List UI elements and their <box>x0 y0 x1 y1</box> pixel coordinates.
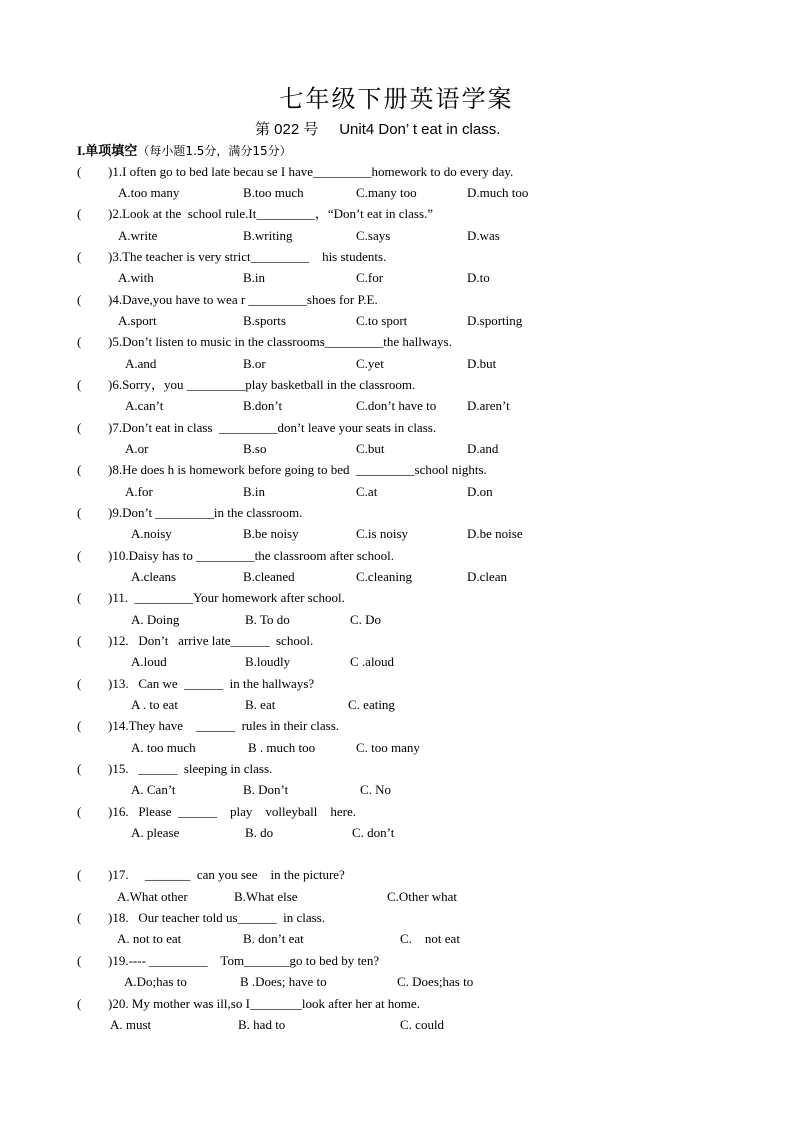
answer-option: C.says <box>356 228 391 243</box>
answer-option: B.or <box>243 356 266 371</box>
answer-option: A. must <box>110 1017 152 1032</box>
answer-option: C.cleaning <box>356 569 412 584</box>
answer-option: A.can’t <box>125 398 164 413</box>
answer-option: D.clean <box>467 569 508 584</box>
answer-option: B . much too <box>248 740 316 755</box>
answer-option: A.or <box>125 441 149 456</box>
answer-bracket: ( <box>77 676 82 691</box>
question-stem: )11. _________Your homework after school. <box>108 590 345 605</box>
answer-option: C.many too <box>356 185 417 200</box>
answer-bracket: ( <box>77 505 82 520</box>
question-stem: )7.Don’t eat in class _________don’t leave your seats in class. <box>108 420 437 435</box>
answer-bracket: ( <box>77 420 82 435</box>
answer-bracket: ( <box>77 206 82 221</box>
question-stem: )12. Don’t arrive late______ school. <box>108 633 314 648</box>
answer-option: C. No <box>360 782 392 797</box>
question-stem: )2.Look at the school rule.It_________，“Don’t eat in class.” <box>108 206 434 221</box>
answer-option: A.and <box>125 356 157 371</box>
answer-option: A. not to eat <box>117 931 182 946</box>
answer-option: C. eating <box>348 697 395 712</box>
answer-option: B.too much <box>243 185 304 200</box>
answer-option: C. not eat <box>400 931 460 946</box>
section-label: I.单项填空 <box>77 143 138 158</box>
answer-option: B.cleaned <box>243 569 295 584</box>
answer-option: D.aren’t <box>467 398 510 413</box>
answer-option: B. don’t eat <box>243 931 304 946</box>
question-stem: )14.They have ______ rules in their class. <box>108 718 340 733</box>
answer-bracket: ( <box>77 249 82 264</box>
answer-option: B .Does; have to <box>240 974 327 989</box>
answer-option: A.for <box>125 484 153 499</box>
answer-option: C.at <box>356 484 378 499</box>
answer-option: A. please <box>131 825 180 840</box>
answer-option: C .aloud <box>350 654 395 669</box>
question-stem: )10.Daisy has to _________the classroom after school. <box>108 548 394 563</box>
answer-option: B.so <box>243 441 267 456</box>
section-note: （每小题1.5分，满分15分） <box>137 144 292 158</box>
answer-option: A.cleans <box>131 569 177 584</box>
question-stem: )9.Don’t _________in the classroom. <box>108 505 303 520</box>
answer-option: B. Don’t <box>243 782 289 797</box>
answer-option: A.loud <box>131 654 167 669</box>
question-stem: )18. Our teacher told us______ in class. <box>108 910 325 925</box>
answer-option: C. could <box>400 1017 445 1032</box>
answer-option: C. too many <box>356 740 420 755</box>
answer-bracket: ( <box>77 718 82 733</box>
answer-option: A.noisy <box>131 526 172 541</box>
answer-option: D.and <box>467 441 499 456</box>
answer-option: B.in <box>243 484 266 499</box>
answer-option: B.in <box>243 270 266 285</box>
answer-option: C.Other what <box>387 889 458 904</box>
answer-option: A. Doing <box>131 612 180 627</box>
question-stem: )1.I often go to bed late becau se I have_________homework to do every day. <box>108 164 514 179</box>
answer-option: A . to eat <box>131 697 178 712</box>
answer-bracket: ( <box>77 590 82 605</box>
answer-option: A. Can’t <box>131 782 176 797</box>
answer-bracket: ( <box>77 462 82 477</box>
answer-bracket: ( <box>77 164 82 179</box>
answer-option: D.be noise <box>467 526 523 541</box>
answer-option: A.Do;has to <box>124 974 187 989</box>
answer-option: B.sports <box>243 313 286 328</box>
question-stem: )15. ______ sleeping in class. <box>108 761 273 776</box>
answer-option: C.don’t have to <box>356 398 437 413</box>
answer-option: C.to sport <box>356 313 408 328</box>
answer-option: C.but <box>356 441 385 456</box>
answer-option: A.What other <box>117 889 188 904</box>
answer-option: D.but <box>467 356 497 371</box>
question-stem: )19.---- _________ Tom_______go to bed by ten? <box>108 953 380 968</box>
answer-option: A.write <box>118 228 158 243</box>
question-stem: )5.Don’t listen to music in the classrooms_________the hallways. <box>108 334 452 349</box>
answer-option: A.sport <box>118 313 157 328</box>
answer-option: B. do <box>245 825 274 840</box>
question-stem: )3.The teacher is very strict_________ his students. <box>108 249 387 264</box>
answer-bracket: ( <box>77 292 82 307</box>
answer-option: D.was <box>467 228 500 243</box>
answer-bracket: ( <box>77 953 82 968</box>
answer-option: B.don’t <box>243 398 283 413</box>
answer-option: C. don’t <box>352 825 395 840</box>
answer-option: D.sporting <box>467 313 523 328</box>
answer-bracket: ( <box>77 867 82 882</box>
answer-bracket: ( <box>77 548 82 563</box>
question-stem: )8.He does h is homework before going to bed _________school nights. <box>108 462 487 477</box>
answer-option: C. Do <box>350 612 382 627</box>
question-stem: )17. _______ can you see in the picture? <box>108 867 345 882</box>
answer-option: B.loudly <box>245 654 291 669</box>
answer-option: D.to <box>467 270 490 285</box>
answer-bracket: ( <box>77 804 82 819</box>
answer-option: D.on <box>467 484 493 499</box>
section-heading <box>77 140 292 159</box>
page-title: 七年级下册英语学案 <box>279 85 514 113</box>
answer-option: B.What else <box>234 889 298 904</box>
answer-bracket: ( <box>77 910 82 925</box>
answer-option: C.yet <box>356 356 384 371</box>
answer-option: A.too many <box>118 185 180 200</box>
answer-option: C.is noisy <box>356 526 409 541</box>
question-stem: )20. My mother was ill,so I________look after her at home. <box>108 996 420 1011</box>
answer-option: B. eat <box>245 697 276 712</box>
question-stem: )16. Please ______ play volleyball here. <box>108 804 357 819</box>
answer-bracket: ( <box>77 761 82 776</box>
answer-option: B.writing <box>243 228 293 243</box>
answer-option: B. had to <box>238 1017 286 1032</box>
question-stem: )6.Sorry，you _________play basketball in the classroom. <box>108 377 416 392</box>
answer-bracket: ( <box>77 377 82 392</box>
question-stem: )4.Dave,you have to wea r _________shoes for P.E. <box>108 292 378 307</box>
answer-option: D.much too <box>467 185 529 200</box>
question-stem: )13. Can we ______ in the hallways? <box>108 676 315 691</box>
answer-option: C.for <box>356 270 384 285</box>
answer-option: C. Does;has to <box>397 974 474 989</box>
answer-option: B.be noisy <box>243 526 299 541</box>
page-subtitle: 第 022 号 Unit4 Don’ t eat in class. <box>255 121 501 138</box>
answer-bracket: ( <box>77 996 82 1011</box>
answer-bracket: ( <box>77 334 82 349</box>
answer-option: A. too much <box>131 740 196 755</box>
answer-bracket: ( <box>77 633 82 648</box>
answer-option: B. To do <box>245 612 290 627</box>
answer-option: A.with <box>118 270 154 285</box>
